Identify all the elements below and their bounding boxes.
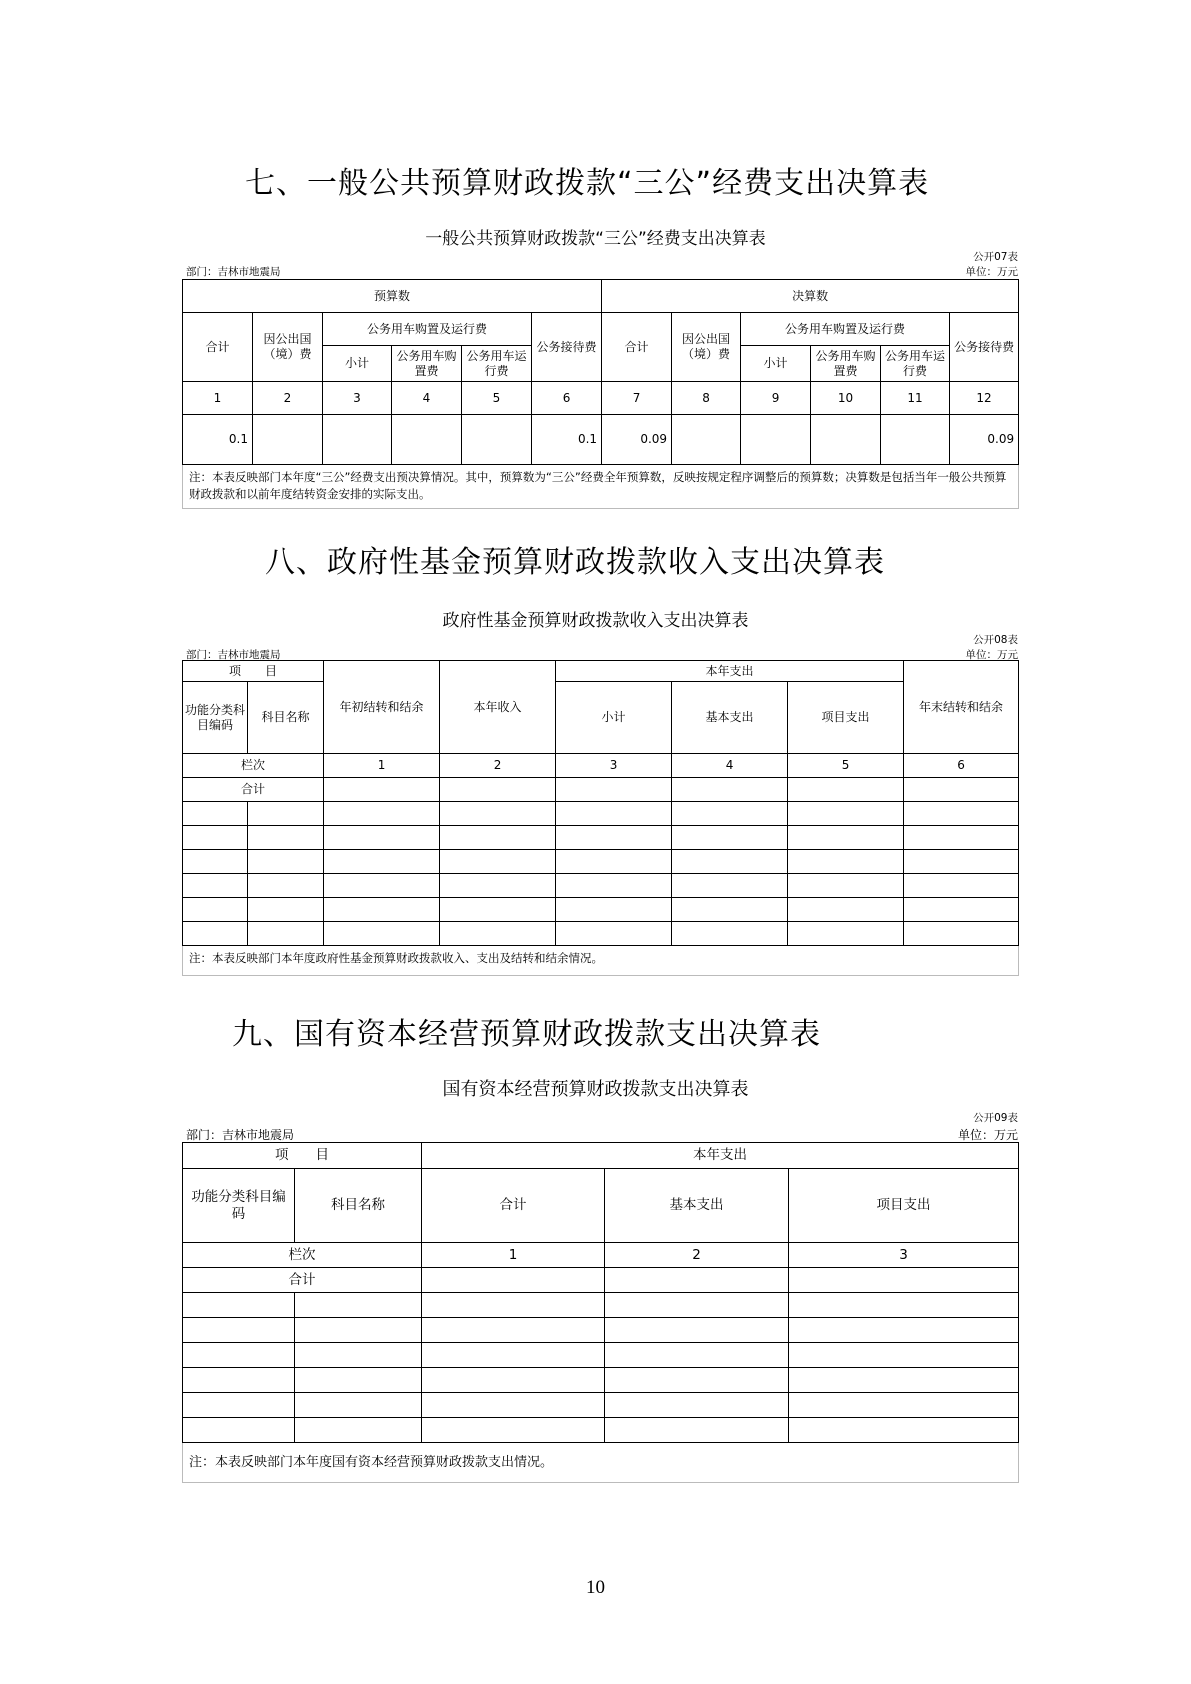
table-cell: [422, 1268, 605, 1293]
section-7-heading: 七、一般公共预算财政拨款“三公”经费支出决算表: [245, 166, 930, 201]
table-8-unit: 单位：万元: [965, 649, 1018, 661]
table-9-note: 注：本表反映部门本年度国有资本经营预算财政拨款支出情况。: [183, 1443, 1019, 1483]
col-name: 科目名称: [295, 1169, 422, 1243]
col-reception: 公务接待费: [532, 313, 602, 382]
col-purchase: 公务用车购置费: [392, 346, 462, 382]
index-cell: 5: [462, 382, 532, 415]
table-8-note: 注：本表反映部门本年度政府性基金预算财政拨款收入、支出及结转和结余情况。: [183, 946, 1019, 976]
row-total-label: 合计: [183, 778, 324, 802]
index-cell: 1: [324, 754, 440, 778]
section-9-heading: 九、国有资本经营预算财政拨款支出决算表: [232, 1017, 821, 1052]
section-8-heading: 八、政府性基金预算财政拨款收入支出决算表: [265, 545, 885, 580]
index-cell: 3: [556, 754, 672, 778]
value-cell: 0.1: [532, 415, 602, 465]
row-total-label: 合计: [183, 1268, 422, 1293]
table-cell: [788, 778, 904, 802]
col-spend: 本年支出: [556, 661, 904, 682]
table-7-note: 注：本表反映部门本年度“三公”经费支出预决算情况。其中，预算数为“三公”经费全年预算数，反映按规定程序调整后的预算数；决算数是包括当年一般公共预算财政拨款和以前年度结转资金安排的实际支出。: [183, 465, 1019, 509]
table-cell: [672, 778, 788, 802]
table-row: [183, 850, 1019, 874]
table-row: [183, 1393, 1019, 1418]
table-row: [183, 1318, 1019, 1343]
index-cell: 1: [422, 1243, 605, 1268]
table-7-title: 一般公共预算财政拨款“三公”经费支出决算表: [425, 229, 766, 249]
col-run: 公务用车运行费: [462, 346, 532, 382]
table-cell: [324, 778, 440, 802]
table-row: [183, 1343, 1019, 1368]
col-purchase: 公务用车购置费: [811, 346, 881, 382]
index-cell: 3: [789, 1243, 1019, 1268]
index-cell: 7: [602, 382, 672, 415]
index-cell: 4: [392, 382, 462, 415]
table-9-code: 公开09表: [973, 1112, 1018, 1124]
col-sub: 小计: [556, 682, 672, 754]
value-cell: [672, 415, 741, 465]
value-cell: 0.09: [950, 415, 1019, 465]
col-begin: 年初结转和结余: [324, 661, 440, 754]
col-project: 项目支出: [788, 682, 904, 754]
table-row: [183, 826, 1019, 850]
table-7: [182, 279, 1019, 509]
col-sub: 小计: [741, 346, 811, 382]
col-code: 功能分类科目编码: [183, 1169, 295, 1243]
table-8-title: 政府性基金预算财政拨款收入支出决算表: [442, 611, 749, 631]
index-cell: 4: [672, 754, 788, 778]
table-row: [183, 1293, 1019, 1318]
table-7-code: 公开07表: [973, 251, 1018, 263]
value-cell: [881, 415, 950, 465]
index-cell: 5: [788, 754, 904, 778]
table-9-title: 国有资本经营预算财政拨款支出决算表: [442, 1079, 749, 1100]
col-code: 功能分类科目编码: [183, 682, 248, 754]
table-row: [183, 1418, 1019, 1443]
header-final: 决算数: [602, 280, 1019, 313]
table-row: [183, 898, 1019, 922]
index-cell: 10: [811, 382, 881, 415]
table-row: [183, 802, 1019, 826]
table-cell: [440, 778, 556, 802]
col-total: 合计: [183, 313, 253, 382]
index-cell: 2: [253, 382, 323, 415]
col-run: 公务用车运行费: [881, 346, 950, 382]
index-cell: 12: [950, 382, 1019, 415]
col-reception: 公务接待费: [950, 313, 1019, 382]
table-8: [182, 660, 1019, 976]
value-cell: [323, 415, 392, 465]
col-vehicle: 公务用车购置及运行费: [323, 313, 532, 346]
col-basic: 基本支出: [605, 1169, 789, 1243]
value-cell: 0.1: [183, 415, 253, 465]
index-cell: 6: [532, 382, 602, 415]
index-cell: 3: [323, 382, 392, 415]
col-project: 项目支出: [789, 1169, 1019, 1243]
table-row: [183, 922, 1019, 946]
index-cell: 9: [741, 382, 811, 415]
col-item: 项 目: [183, 1143, 422, 1169]
value-cell: [741, 415, 811, 465]
index-cell: 11: [881, 382, 950, 415]
index-cell: 2: [605, 1243, 789, 1268]
table-8-code: 公开08表: [973, 634, 1018, 646]
col-spend: 本年支出: [422, 1143, 1019, 1169]
table-7-unit: 单位：万元: [965, 266, 1018, 278]
col-abroad: 因公出国（境）费: [672, 313, 741, 382]
col-abroad: 因公出国（境）费: [253, 313, 323, 382]
table-row: [183, 1368, 1019, 1393]
col-income: 本年收入: [440, 661, 556, 754]
value-cell: [811, 415, 881, 465]
col-total: 合计: [422, 1169, 605, 1243]
table-9-unit: 单位：万元: [957, 1128, 1018, 1142]
index-cell: 8: [672, 382, 741, 415]
table-cell: [904, 778, 1019, 802]
value-cell: [253, 415, 323, 465]
table-9: [182, 1142, 1019, 1483]
col-vehicle: 公务用车购置及运行费: [741, 313, 950, 346]
table-cell: [556, 778, 672, 802]
header-budget: 预算数: [183, 280, 602, 313]
value-cell: 0.09: [602, 415, 672, 465]
index-cell: 6: [904, 754, 1019, 778]
col-end: 年末结转和结余: [904, 661, 1019, 754]
value-cell: [392, 415, 462, 465]
index-cell: 1: [183, 382, 253, 415]
col-name: 科目名称: [248, 682, 324, 754]
table-cell: [789, 1268, 1019, 1293]
page-number: 10: [586, 1577, 605, 1598]
col-sub: 小计: [323, 346, 392, 382]
row-index-label: 栏次: [183, 754, 324, 778]
table-7-dept: 部门：吉林市地震局: [186, 266, 281, 278]
row-index-label: 栏次: [183, 1243, 422, 1268]
col-basic: 基本支出: [672, 682, 788, 754]
table-cell: [605, 1268, 789, 1293]
col-total: 合计: [602, 313, 672, 382]
table-row: [183, 874, 1019, 898]
table-9-dept: 部门：吉林市地震局: [186, 1128, 295, 1142]
table-8-dept: 部门：吉林市地震局: [186, 649, 281, 661]
col-item: 项 目: [183, 661, 324, 682]
index-cell: 2: [440, 754, 556, 778]
value-cell: [462, 415, 532, 465]
